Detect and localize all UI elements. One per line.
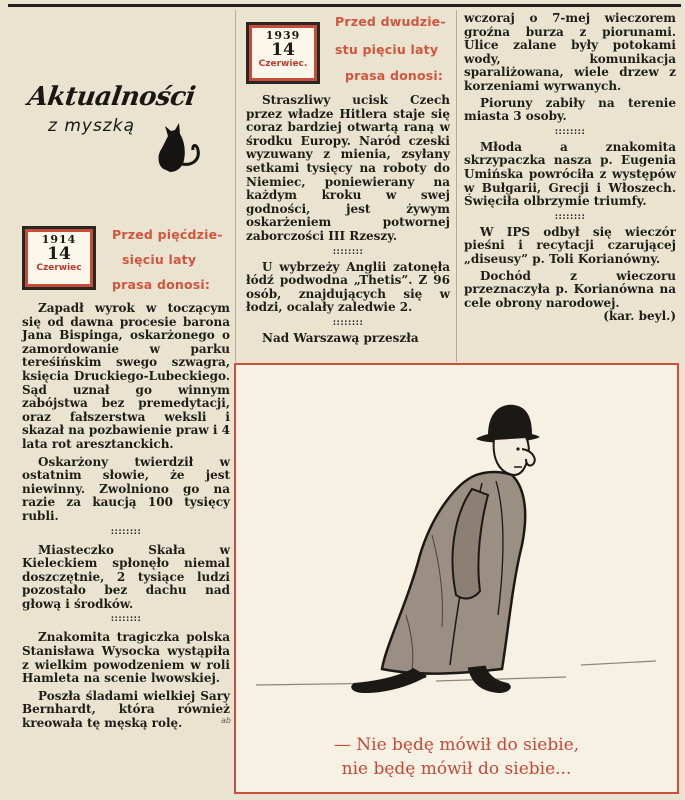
author-signature: (kar. beyl.) [603, 309, 676, 324]
article-1939 [246, 94, 450, 346]
paragraph: Straszliwy ucisk Czech przez władze Hitlera staje się coraz bardziej otwartą raną w środku Europy. Naród czeski wyzuwany z mienia, zsyłany setkami tysięcy na roboty do Niemiec, poniewierany na każdym kroku w swej godności, jest żywym oskarżeniem potwornej zaborczości III Rzeszy. [246, 93, 450, 243]
cat-icon [148, 110, 208, 180]
separator: :::::::: [332, 317, 364, 328]
separator: :::::::: [554, 126, 586, 137]
paragraph: Nad Warszawą przeszła [262, 330, 419, 345]
header-line-3: prasa donosi: [345, 68, 444, 83]
walking-man-illustration [236, 365, 677, 705]
header-line-2: sięciu laty [122, 252, 197, 267]
logo-subtitle: z myszką [48, 116, 135, 136]
top-rule [8, 4, 681, 7]
logo-title: Aktualności [25, 82, 198, 112]
paragraph: U wybrzeży Anglii zatonęła łódź podwodna „Thetis”. Z 96 osób, znajdujących się w łodzi, ocalały zaledwie 2. [246, 259, 450, 315]
cartoon-panel [234, 363, 679, 794]
date-box-1939 [246, 22, 320, 84]
separator: :::::::: [110, 526, 142, 537]
cartoonist-signature-mark: ab [221, 716, 231, 725]
separator: :::::::: [332, 246, 364, 257]
date-month: Czerwiec. [258, 59, 308, 69]
paragraph: W IPS odbył się wieczór pieśni i recytacji czarującej „diseusy” p. Toli Korianówny. [464, 224, 676, 266]
paragraph: Poszła śladami wielkiej Sary Bernhardt, która również kreowała tę męską rolę. [22, 688, 230, 731]
separator: :::::::: [110, 614, 142, 625]
date-day: 14 [271, 40, 295, 60]
date-box-1914 [22, 226, 96, 290]
header-line-2: stu pięciu laty [335, 42, 439, 57]
paragraph: wczoraj o 7-mej wieczorem groźna burza z piorunami. Ulice zalane były potokami wody, komunikacja sparaliżowana, wiele drzew z korzeniami wyrwanych. [464, 11, 676, 93]
date-month: Czerwiec [36, 263, 82, 273]
header-line-1: Przed pięćdzie- [112, 227, 223, 242]
date-year: 1914 [41, 233, 77, 246]
paragraph: Młoda a znakomita skrzypaczka nasza p. Eugenia Umińska powróciła z występów w Bułgarii, Grecji i Włoszech. Święciła olbrzymie triumfy. [464, 139, 676, 209]
paragraph: Oskarżony twierdził w ostatnim słowie, że jest niewinny. Zwolniono go na razie za kaucją 100 tysięcy rubli. [22, 454, 230, 523]
column-divider-left [235, 10, 236, 362]
paragraph: Miasteczko Skała w Kieleckiem spłonęło niemal doszczętnie, 2 tysiące ludzi pozostało bez dachu nad głową i środków. [22, 542, 230, 611]
column-divider-right [456, 10, 457, 362]
article-1914 [22, 302, 230, 731]
paragraph: Pioruny zabiły na terenie miasta 3 osoby. [464, 95, 676, 124]
column-logo [25, 72, 198, 182]
header-line-3: prasa donosi: [112, 277, 211, 292]
date-day: 14 [47, 244, 71, 264]
cartoon-caption-line-1: — Nie będę mówił do siebie, [333, 735, 580, 755]
cartoon-caption-line-2: nie będę mówił do siebie... [341, 759, 572, 779]
date-year: 1939 [265, 29, 301, 42]
header-line-1: Przed dwudzie- [335, 14, 446, 29]
paragraph: Dochód z wieczoru przeznaczyła p. Korianówna na cele obrony narodowej. [464, 268, 676, 310]
article-1939-continued [464, 12, 676, 324]
separator: :::::::: [554, 211, 586, 222]
paragraph: Znakomita tragiczka polska Stanisława Wysocka wystąpiła z wielkim powodzeniem w roli Hamleta na scenie lwowskiej. [22, 630, 230, 686]
paragraph: Zapadł wyrok w toczącym się od dawna procesie barona Jana Bispinga, oskarżonego o zamordowanie w parku tereśińskim swego szwagra, księcia Druckiego-Lubeckiego. Sąd uznał go winnym zabójstwa bez premedytacji, oraz fałszerstwa weksli i skazał na pozbawienie praw i 4 lata rot aresztanckich. [22, 301, 230, 451]
